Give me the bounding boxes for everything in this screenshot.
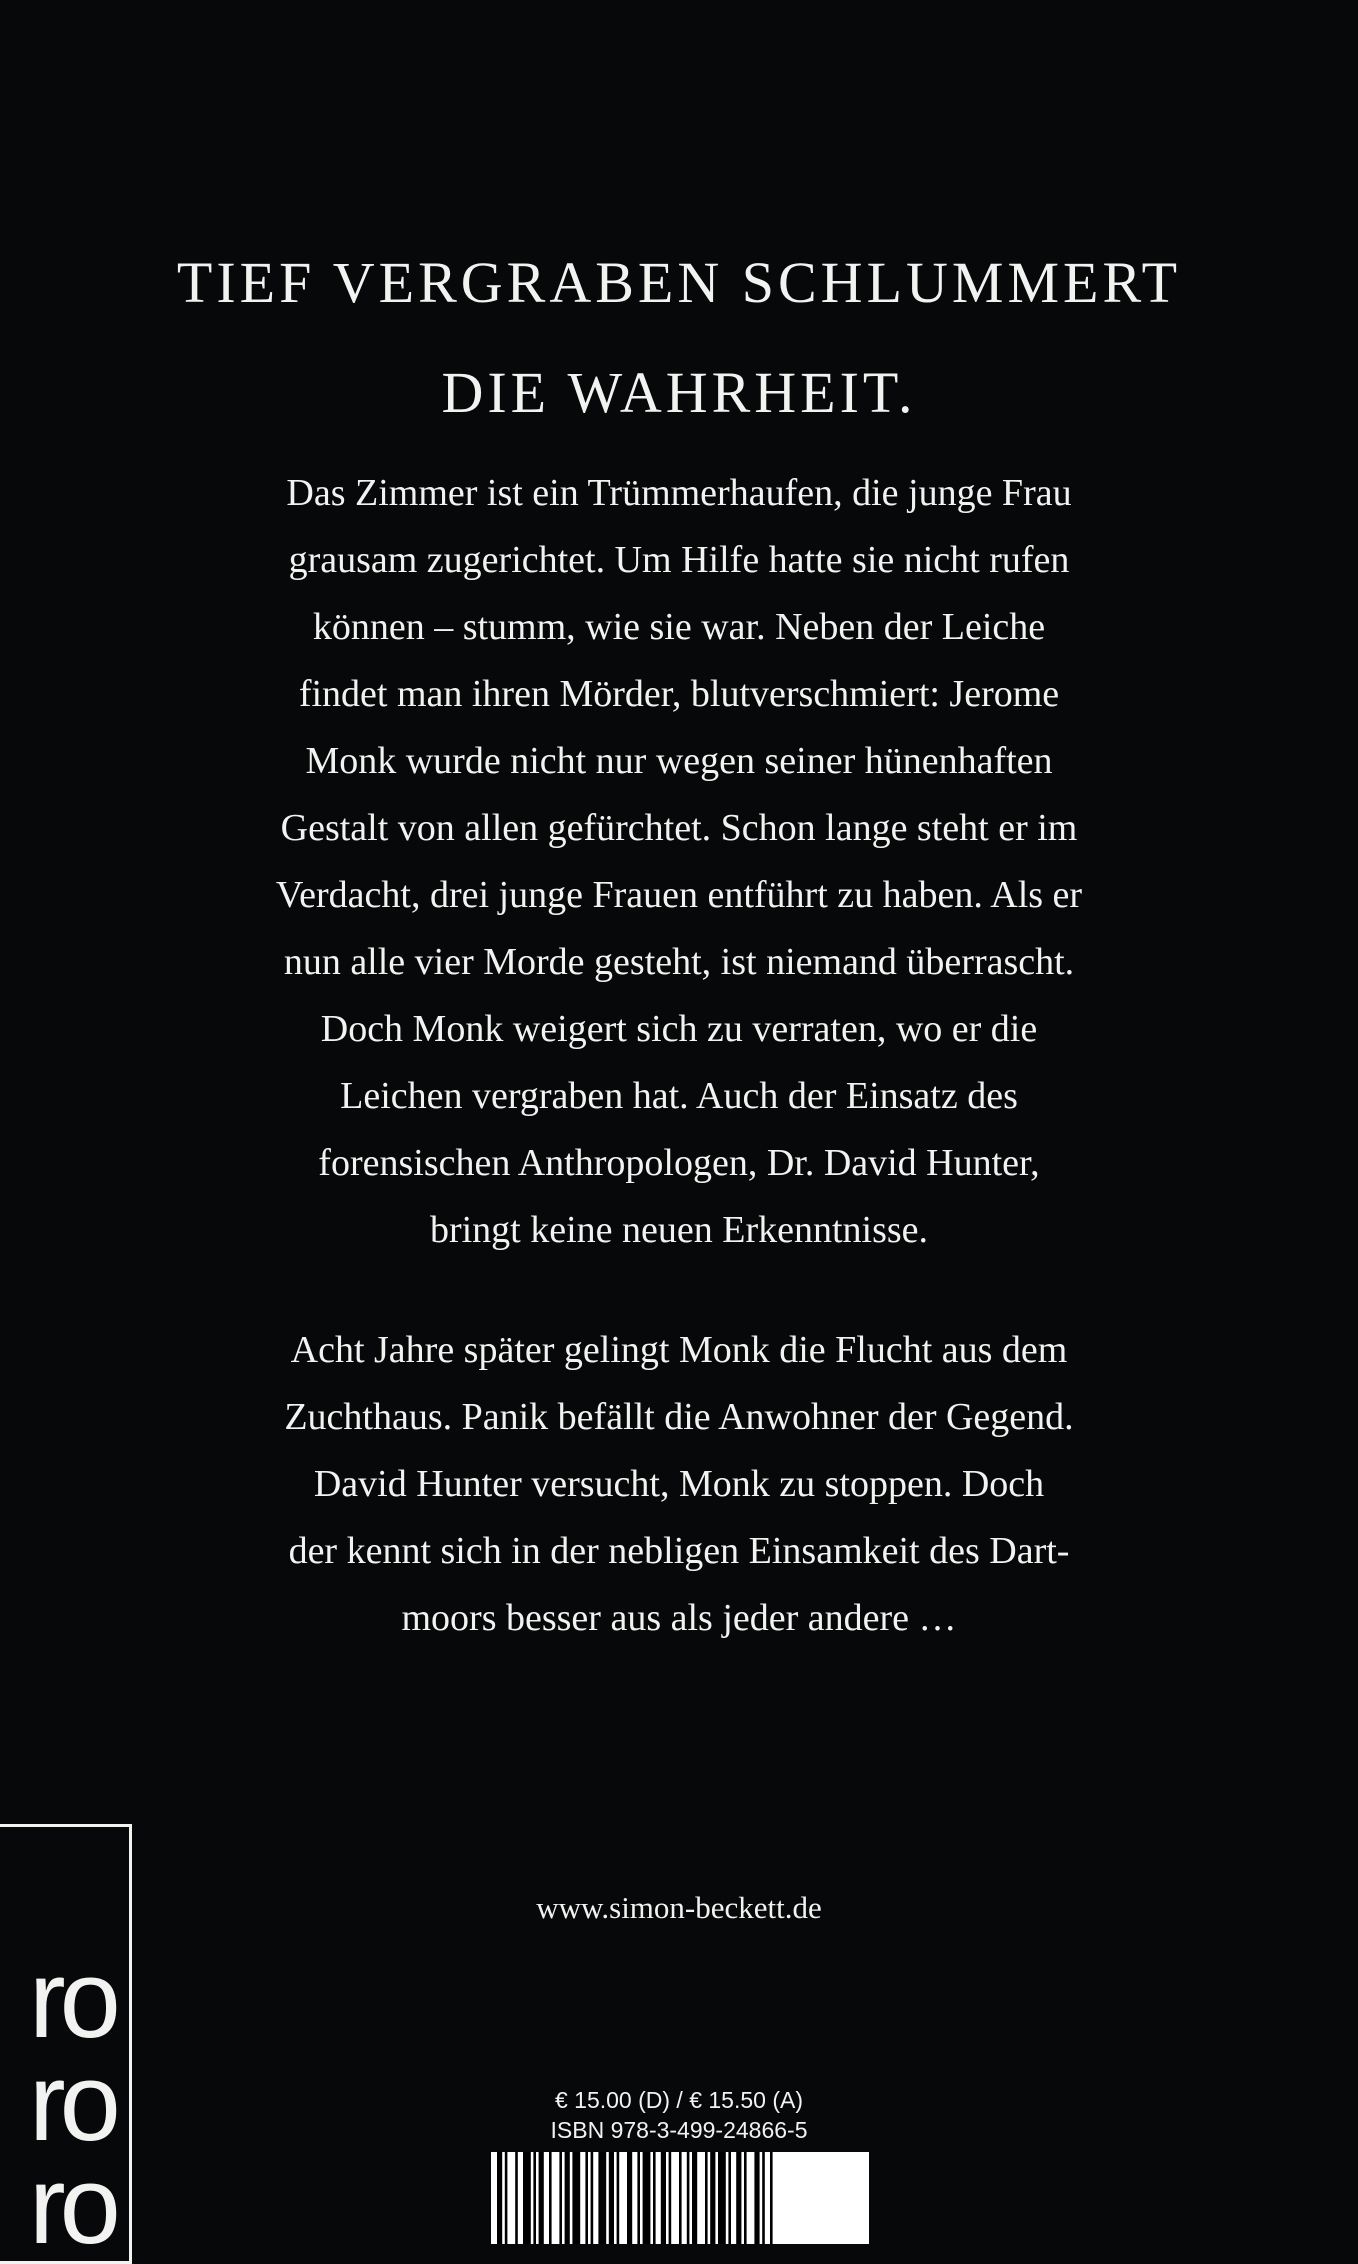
barcode-bar xyxy=(687,2152,690,2244)
blurb-line: Zuchthaus. Panik befällt die Anwohner der Gegend. xyxy=(284,1396,1074,1438)
barcode-bar xyxy=(643,2152,651,2244)
barcode-bar xyxy=(505,2152,508,2244)
headline xyxy=(0,228,1358,448)
barcode-bar xyxy=(533,2152,536,2244)
blurb-line: Verdacht, drei junge Frauen entführt zu haben. Als er xyxy=(275,874,1083,916)
blurb-line: nun alle vier Morde gesteht, ist niemand überrascht. xyxy=(283,941,1075,983)
barcode-bar xyxy=(585,2152,588,2244)
barcode-bar xyxy=(515,2152,518,2244)
barcode-bar xyxy=(710,2152,715,2244)
author-website: www.simon-beckett.de xyxy=(536,1890,822,1925)
barcode-bar xyxy=(497,2152,502,2244)
barcode-bar xyxy=(679,2152,682,2244)
barcode-bar xyxy=(692,2152,697,2244)
blurb-line: Gestalt von allen gefürchtet. Schon lange steht er im xyxy=(280,807,1078,849)
barcode-bar xyxy=(565,2152,570,2244)
blurb-line: grausam zugerichtet. Um Hilfe hatte sie nicht rufen xyxy=(288,539,1070,581)
blurb-line: Doch Monk weigert sich zu verraten, wo er die xyxy=(320,1008,1038,1050)
logo-text-line-1: ro xyxy=(29,1938,115,2061)
barcode-bar xyxy=(770,2152,773,2244)
blurb-line: Monk wurde nicht nur wegen seiner hünenhaften xyxy=(305,740,1053,782)
headline-line-2: DIE WAHRHEIT. xyxy=(441,360,917,425)
blurb-paragraph-1 xyxy=(130,460,1228,1264)
barcode-bar xyxy=(559,2152,562,2244)
blurb-line: Leichen vergraben hat. Auch der Einsatz des xyxy=(340,1075,1018,1117)
blurb-line: findet man ihren Mörder, blutverschmiert: Jerome xyxy=(298,673,1060,715)
barcode-bar xyxy=(637,2152,640,2244)
barcode-bar xyxy=(754,2152,759,2244)
barcode-bar xyxy=(661,2152,666,2244)
barcode xyxy=(491,2152,869,2244)
barcode-bar xyxy=(736,2152,741,2244)
blurb-paragraph-2 xyxy=(130,1317,1228,1652)
barcode-bar xyxy=(591,2152,594,2244)
barcode-bar xyxy=(762,2152,765,2244)
barcode-bar xyxy=(627,2152,632,2244)
blurb-line: David Hunter versucht, Monk zu stoppen. Doch xyxy=(313,1463,1045,1505)
blurb-line: moors besser aus als jeder andere … xyxy=(401,1597,957,1639)
logo-text-line-3: ro xyxy=(29,2144,115,2264)
barcode-bar xyxy=(653,2152,656,2244)
barcode-bar xyxy=(617,2152,620,2244)
barcode-bar xyxy=(669,2152,672,2244)
barcode-bar xyxy=(609,2152,614,2244)
barcode-bar xyxy=(539,2152,544,2244)
barcode-bar xyxy=(549,2152,552,2244)
blurb-line: können – stumm, wie sie war. Neben der Leiche xyxy=(312,606,1046,648)
price-label: € 15.00 (D) / € 15.50 (A) xyxy=(554,2087,803,2113)
barcode-bar xyxy=(718,2152,726,2244)
blurb-line: Acht Jahre später gelingt Monk die Flucht aus dem xyxy=(290,1329,1068,1371)
isbn-label: ISBN 978-3-499-24866-5 xyxy=(550,2117,808,2143)
blurb-line: forensischen Anthropologen, Dr. David Hunter, xyxy=(318,1142,1040,1184)
barcode-bar xyxy=(572,2152,580,2244)
rororo-logo xyxy=(0,1824,132,2264)
blurb-line: der kennt sich in der nebligen Einsamkeit des Dart- xyxy=(288,1530,1070,1572)
barcode-bar xyxy=(598,2152,606,2244)
headline-line-1: TIEF VERGRABEN SCHLUMMERT xyxy=(176,250,1182,315)
price-isbn-block xyxy=(0,2085,1358,2145)
logo-text-line-2: ro xyxy=(29,2041,115,2164)
blurb-line: Das Zimmer ist ein Trümmerhaufen, die junge Frau xyxy=(286,472,1072,514)
barcode-bars xyxy=(491,2152,869,2244)
barcode-bar xyxy=(728,2152,731,2244)
blurb-line: bringt keine neuen Erkenntnisse. xyxy=(429,1209,929,1251)
barcode-bar xyxy=(523,2152,531,2244)
barcode-bar xyxy=(744,2152,747,2244)
barcode-bar xyxy=(705,2152,708,2244)
